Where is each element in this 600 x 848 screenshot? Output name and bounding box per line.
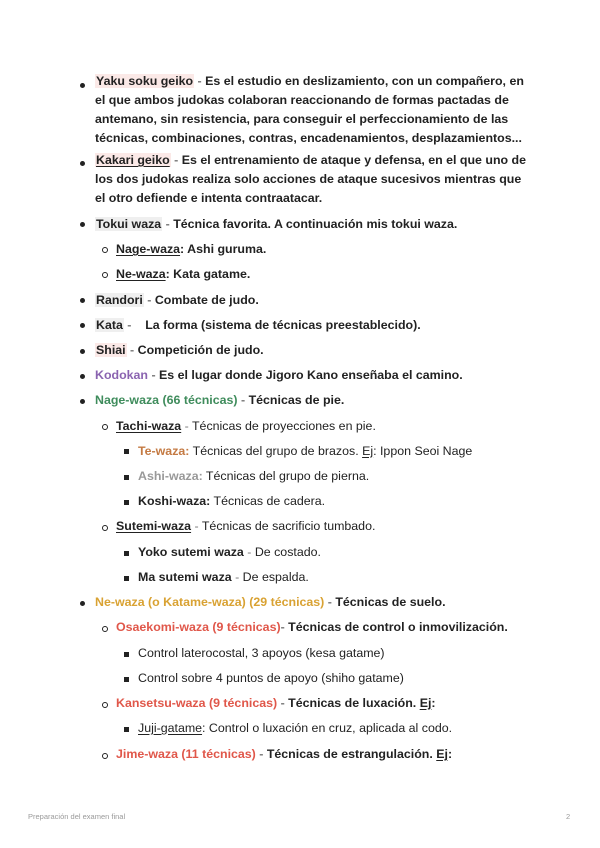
juji-term: Juji-gatame [138,721,203,735]
sutemi-term: Sutemi-waza [116,519,192,533]
separator: - [255,747,267,761]
ej-label: Ej [436,747,448,761]
shiai-line [95,342,264,359]
tachi-desc: Técnicas de proyecciones en pie. [191,419,376,433]
bullet-circle [102,525,108,531]
separator: - [191,519,202,533]
tokui-ne-line [116,266,250,283]
ma-line [138,569,309,586]
kakari-line-1 [95,151,526,171]
yaku-desc-4: técnicas, combinaciones, contras, encadenamientos, desplazamientos... [95,131,522,145]
control1-line: Control laterocostal, 3 apoyos (kesa gatame) [138,646,385,660]
yoko-line [138,544,321,561]
colon: : [447,747,453,761]
bullet-circle [102,424,108,430]
yaku-line-1 [95,72,524,92]
nagewaza-term: Nage-waza (66 técnicas) [95,393,238,407]
ashiwaza-line [138,468,369,485]
bullet-square [124,551,129,556]
separator: - [243,545,255,559]
bullet-disc [80,374,85,379]
tewaza-example: : Ippon Seoi Nage [373,444,473,458]
ma-desc: De espalda. [242,570,309,584]
tokui-term: Tokui waza [96,217,162,231]
footer-page-number: 2 [566,812,571,821]
sutemi-line [116,518,375,535]
newaza-term: Ne-waza (o Katame-waza) (29 técnicas) [95,595,325,609]
tokui-desc: Técnica favorita. A continuación mis tokui waza. [173,217,458,231]
kansetsu-desc: Técnicas de luxación. [288,696,420,710]
koshiwaza-term: Koshi-waza: [138,494,211,508]
bullet-disc [80,298,85,303]
bullet-circle [102,626,108,632]
kakari-desc-3: el otro defiende e intenta contraatacar. [95,191,323,205]
yaku-desc-3: antemano, sin resistencia, para conseguir el perfeccionamiento de las [95,112,509,126]
kansetsu-line [116,695,436,712]
kata-desc: La forma (sistema de técnicas preestablecido). [145,318,421,332]
bullet-square [124,500,129,505]
ma-term: Ma sutemi waza [138,570,232,584]
kakari-desc-2: los dos judokas realiza solo acciones de ataque sucesivos mientras que [95,172,522,186]
newaza-desc: Técnicas de suelo. [335,595,446,609]
tokui-nage-term: Nage-waza [116,242,181,256]
separator: - [170,153,182,167]
bullet-circle [102,702,108,708]
kodokan-desc: Es el lugar donde Jigoro Kano enseñaba el camino. [159,368,463,382]
kodokan-term: Kodokan [95,368,149,382]
jime-line [116,746,452,763]
bullet-square [124,449,129,454]
jime-desc: Técnicas de estrangulación. [266,747,437,761]
separator: - [231,570,243,584]
osaekomi-term: Osaekomi-waza (9 técnicas) [116,620,281,634]
separator: - [162,217,174,231]
separator: - [194,74,206,88]
newaza-line [95,594,446,611]
yoko-term: Yoko sutemi waza [138,545,244,559]
footer-title: Preparación del examen final [28,812,126,821]
osaekomi-desc: Técnicas de control o inmovilización. [288,620,508,634]
bullet-circle [102,753,108,759]
separator: - [143,293,155,307]
bullet-square [124,475,129,480]
bullet-square [124,652,129,657]
tokui-ne-desc: : Kata gatame. [165,267,251,281]
bullet-circle [102,272,108,278]
kansetsu-term: Kansetsu-waza (9 técnicas) [116,696,278,710]
ej-label: Ej [419,696,432,710]
kakari-term: Kakari geiko [96,153,170,167]
yaku-term: Yaku soku geiko [96,74,194,88]
kata-line [95,317,421,334]
yoko-desc: De costado. [254,545,321,559]
tokui-ne-term: Ne-waza [116,267,166,281]
bullet-square [124,677,129,682]
yaku-desc-1: Es el estudio en deslizamiento, con un compañero, en [205,74,524,88]
tokui-nage-desc: : Ashi guruma. [180,242,267,256]
sutemi-desc: Técnicas de sacrificio tumbado. [201,519,376,533]
randori-line [95,292,259,309]
tewaza-term: Te-waza: [138,444,190,458]
jime-term: Jime-waza (11 técnicas) [116,747,256,761]
tokui-line [95,216,457,233]
bullet-disc [80,601,85,606]
tewaza-desc: Técnicas del grupo de brazos. [189,444,363,458]
tokui-nage-line [116,241,266,258]
separator: - [280,620,289,634]
separator: - [126,343,138,357]
bullet-square [124,576,129,581]
bullet-disc [80,399,85,404]
kata-term: Kata [96,318,123,332]
colon: : [431,696,436,710]
juji-line [138,720,452,737]
bullet-disc [80,222,85,227]
bullet-disc [80,83,85,88]
juji-desc: : Control o luxación en cruz, aplicada al codo. [202,721,453,735]
bullet-circle [102,247,108,253]
koshiwaza-line [138,493,325,510]
yaku-desc-2: el que ambos judokas colaboran reaccionando de formas pactadas de [95,93,509,107]
ej-label: Ej [362,444,374,458]
nagewaza-line [95,392,344,409]
randori-term: Randori [96,293,143,307]
ashiwaza-desc: Técnicas del grupo de pierna. [202,469,370,483]
separator: - [148,368,160,382]
bullet-disc [80,161,85,166]
kodokan-line [95,367,463,384]
bullet-square [124,727,129,732]
osaekomi-line [116,619,508,636]
nagewaza-desc: Técnicas de pie. [248,393,345,407]
separator: - [324,595,336,609]
kakari-desc-1: Es el entrenamiento de ataque y defensa, en el que uno de [181,153,526,167]
tachi-line [116,418,376,435]
bullet-disc [80,323,85,328]
separator: - [181,419,192,433]
control2-line: Control sobre 4 puntos de apoyo (shiho gatame) [138,671,404,685]
separator: - [237,393,249,407]
randori-desc: Combate de judo. [154,293,259,307]
ashiwaza-term: Ashi-waza: [138,469,203,483]
shiai-term: Shiai [96,343,126,357]
separator: - [123,318,132,332]
tachi-term: Tachi-waza [116,419,182,433]
separator: - [277,696,289,710]
tewaza-line [138,443,472,460]
bullet-disc [80,349,85,354]
koshiwaza-desc: Técnicas de cadera. [210,494,326,508]
shiai-desc: Competición de judo. [137,343,264,357]
